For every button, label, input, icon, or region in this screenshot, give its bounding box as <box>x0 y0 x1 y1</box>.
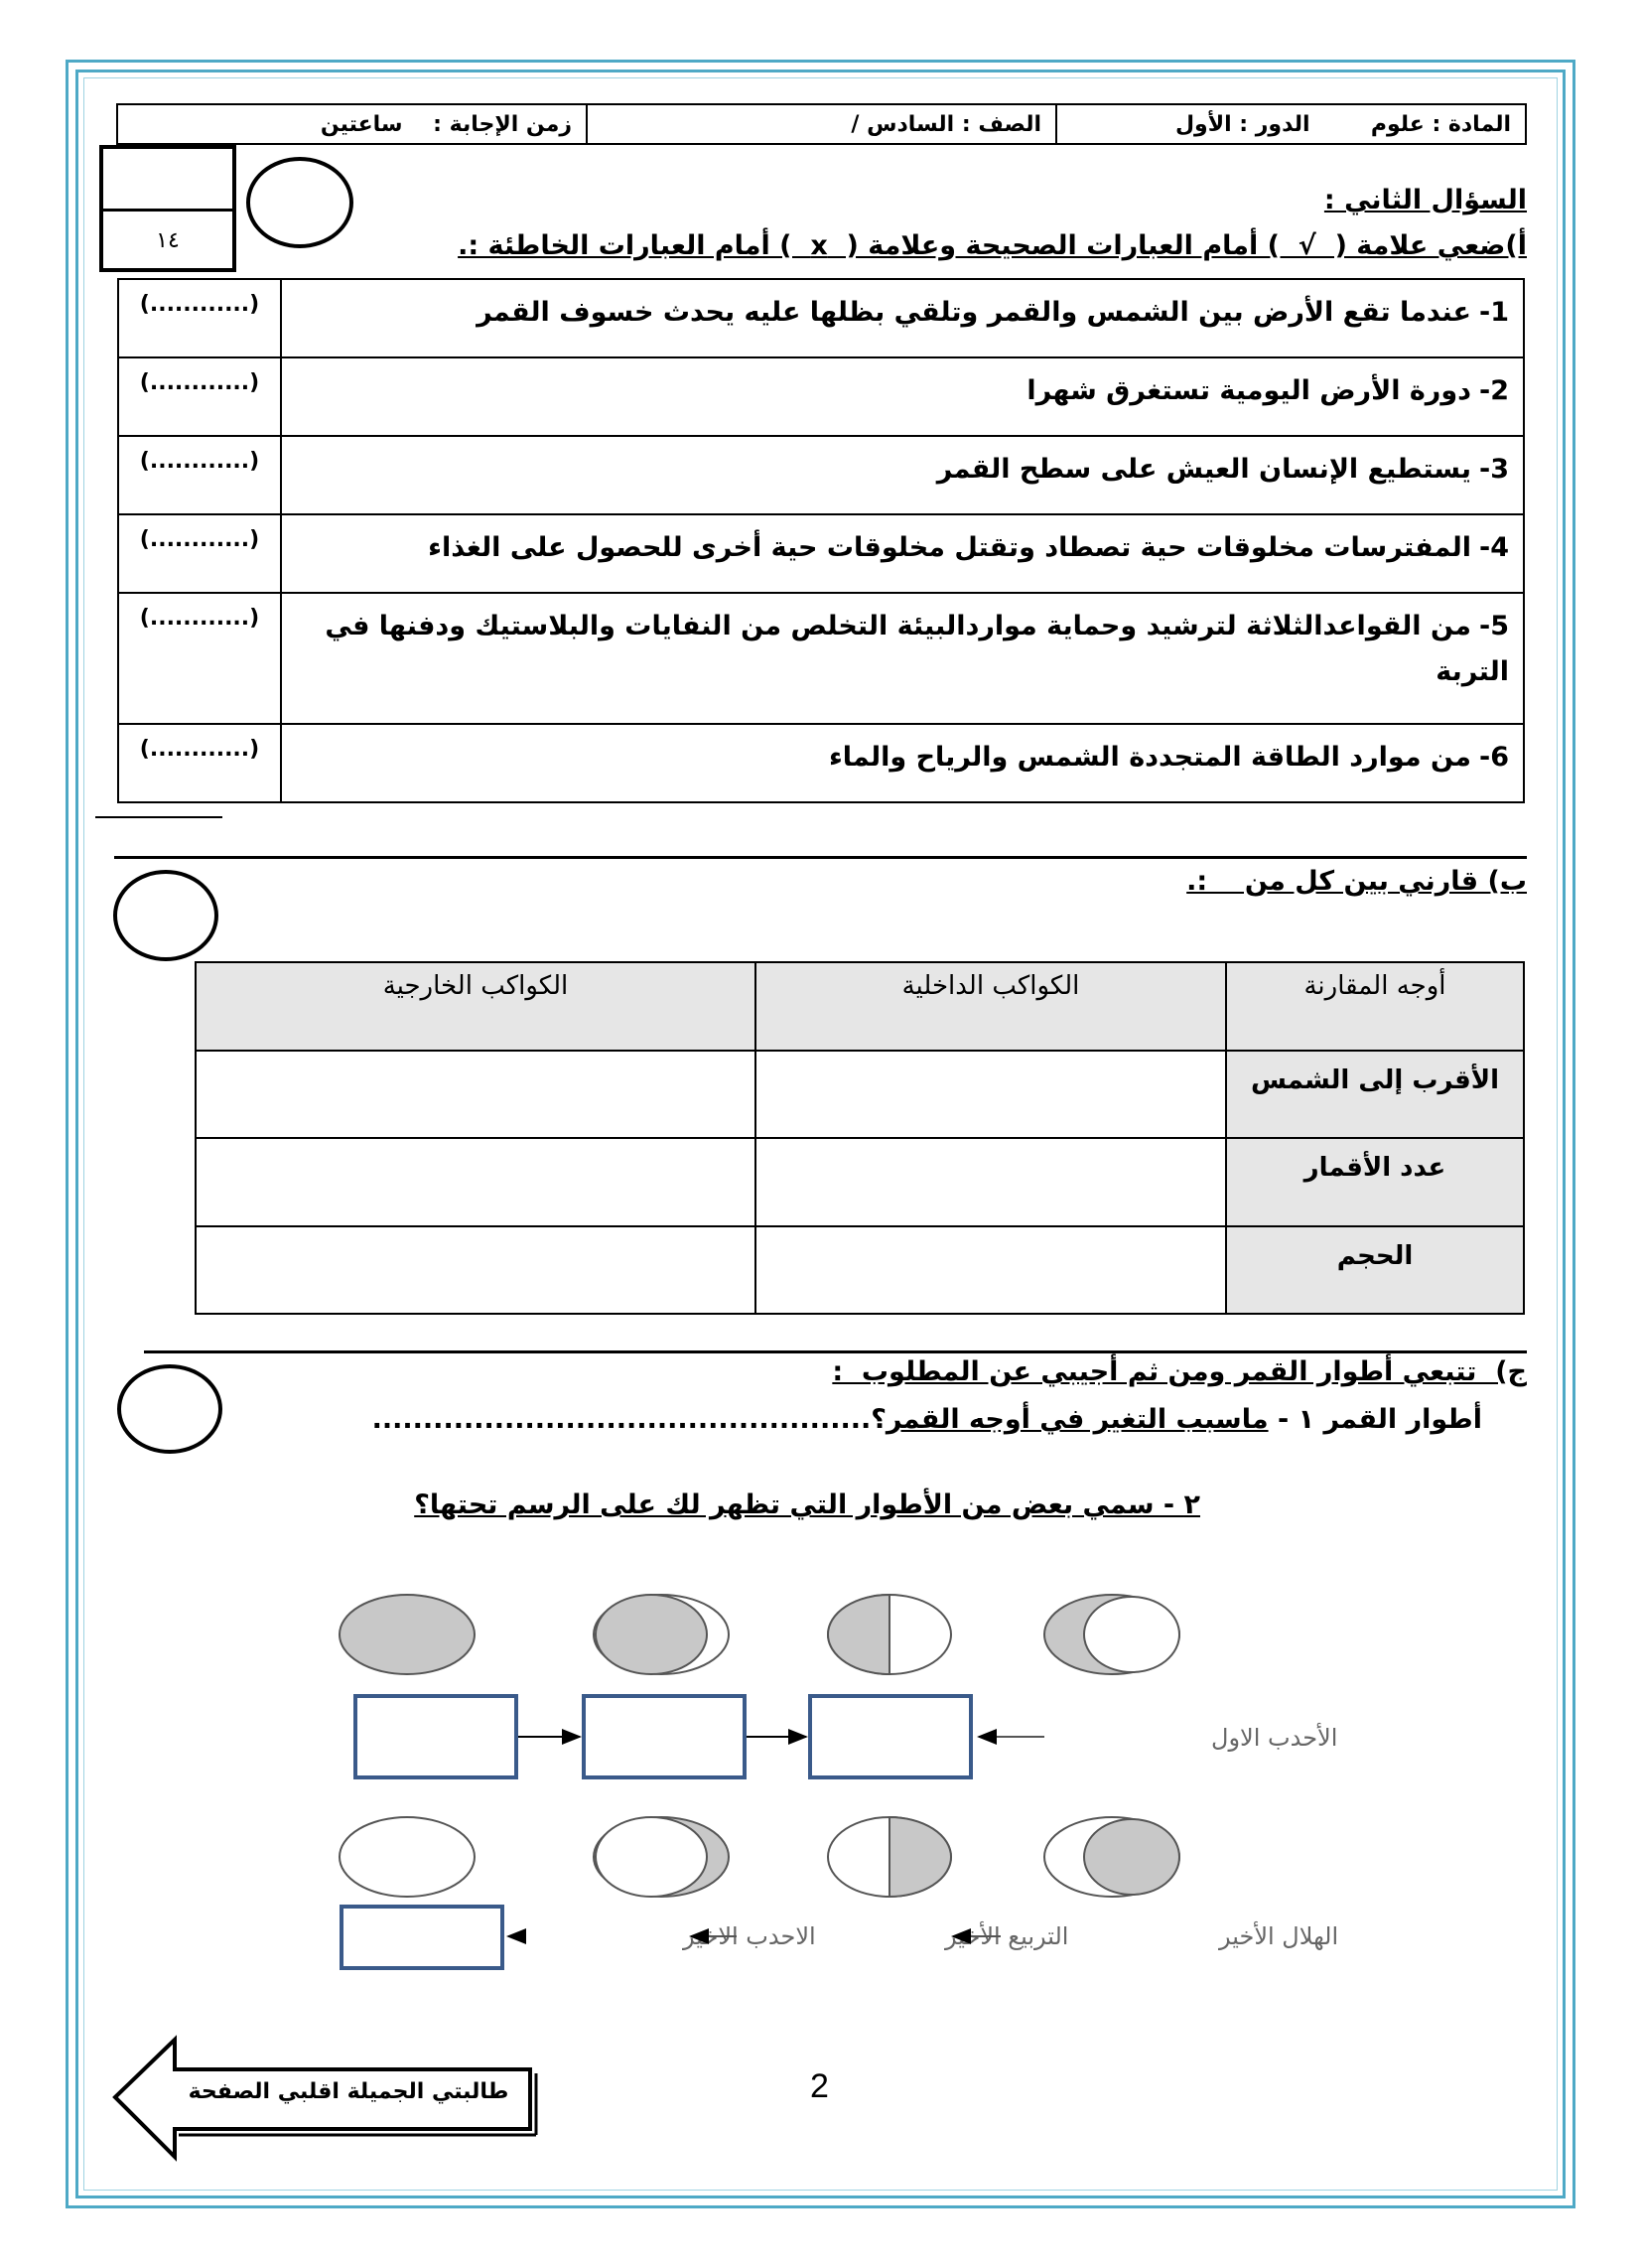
statement-text: دورة الأرض اليومية تستغرق شهرا <box>1026 375 1471 406</box>
answer-cell[interactable] <box>196 1051 755 1138</box>
grade-circle-q2 <box>246 157 353 248</box>
section-divider-b <box>114 856 1527 859</box>
answer-cell[interactable]: (............) <box>118 724 281 802</box>
question-two-title: السؤال الثاني : <box>1323 185 1527 215</box>
answer-cell[interactable] <box>755 1051 1226 1138</box>
table-row <box>118 357 1524 436</box>
statement-cell <box>281 724 1524 802</box>
statement-cell <box>281 593 1524 724</box>
header-subject: المادة : علوم الدور : الأول <box>1055 105 1525 143</box>
answer-cell[interactable]: (............) <box>118 436 281 514</box>
table-row <box>196 1226 1524 1314</box>
answer-box[interactable] <box>584 1696 745 1777</box>
moon-gibbous-1 <box>1044 1595 1179 1674</box>
answer-box[interactable] <box>342 1907 502 1968</box>
statement-cell <box>281 436 1524 514</box>
label-first-gibbous: الأحدب الاول <box>1211 1724 1338 1752</box>
answer-cell[interactable] <box>755 1226 1226 1314</box>
moon-half-2 <box>828 1817 951 1897</box>
label-last-gibbous: الاحدب الاخير <box>683 1922 816 1950</box>
row-header: الأقرب إلى الشمس <box>1226 1051 1524 1138</box>
table-row <box>196 1051 1524 1138</box>
statement-number: 3- <box>1478 454 1509 485</box>
label-last-quarter: التربيع الأخير <box>945 1922 1069 1950</box>
part-b-title: ب) قارني بين كل من :. <box>1186 866 1527 897</box>
moon-full-dark <box>340 1595 475 1674</box>
score-box <box>99 145 236 272</box>
answer-cell[interactable]: (............) <box>118 514 281 593</box>
short-divider <box>95 816 222 818</box>
row-header: عدد الأقمار <box>1226 1138 1524 1225</box>
label-last-crescent: الهلال الأخير <box>1219 1922 1339 1950</box>
q1-prefix: أطوار القمر ١ - <box>1268 1404 1482 1435</box>
table-row <box>118 436 1524 514</box>
column-header: الكواكب الداخلية <box>755 962 1226 1051</box>
column-header: الكواكب الخارجية <box>196 962 755 1051</box>
statement-number: 6- <box>1478 742 1509 773</box>
comparison-table <box>195 961 1525 1315</box>
q1-suffix: ؟................................................. <box>371 1404 887 1435</box>
header-time: زمن الإجابة : ساعتين <box>320 111 572 137</box>
part-c-question-2: ٢ - سمي بعض من الأطوار التي تظهر لك على الرسم تحتها؟ <box>414 1489 1200 1520</box>
section-divider-c <box>144 1350 1527 1353</box>
statement-text: من موارد الطاقة المتجددة الشمس والرياح والماء <box>828 742 1471 773</box>
statement-text: المفترسات مخلوقات حية تصطاد وتقتل مخلوقات حية أخرى للحصول على الغذاء <box>428 532 1471 563</box>
answer-cell[interactable]: (............) <box>118 593 281 724</box>
statement-cell <box>281 279 1524 357</box>
answer-box[interactable] <box>810 1696 971 1777</box>
table-header-row <box>196 962 1524 1051</box>
statement-text: يستطيع الإنسان العيش على سطح القمر <box>936 454 1471 485</box>
header-grade: الصف : السادس / <box>586 105 1055 143</box>
table-row <box>118 724 1524 802</box>
answer-cell[interactable]: (............) <box>118 279 281 357</box>
statement-cell <box>281 514 1524 593</box>
score-divider <box>103 209 232 212</box>
moon-full-white <box>340 1817 475 1897</box>
statement-cell <box>281 357 1524 436</box>
answer-cell[interactable] <box>196 1138 755 1225</box>
exam-header <box>116 103 1527 145</box>
moon-gibbous-2 <box>594 1595 729 1674</box>
table-row <box>118 593 1524 724</box>
statement-number: 2- <box>1478 375 1509 406</box>
column-header: أوجه المقارنة <box>1226 962 1524 1051</box>
row-header: الحجم <box>1226 1226 1524 1314</box>
table-row <box>118 279 1524 357</box>
moon-half-1 <box>828 1595 951 1674</box>
answer-box[interactable] <box>355 1696 516 1777</box>
grade-circle-c <box>117 1364 222 1454</box>
q1-underlined: ماسبب التغير في أوجه القمر <box>886 1404 1269 1435</box>
table-row <box>118 514 1524 593</box>
question-two-instruction: أ)ضعي علامة ( √ ) أمام العبارات الصحيحة وعلامة ( x ) أمام العبارات الخاطئة :. <box>458 230 1527 261</box>
score-value: ١٤ <box>156 228 180 253</box>
part-c-title: ج) تتبعي أطوار القمر ومن ثم أجيبي عن المطلوب : <box>832 1356 1527 1387</box>
turn-page-text: طالبتي الجميلة اقلبي الصفحة <box>188 2079 509 2104</box>
answer-cell[interactable] <box>196 1226 755 1314</box>
moon-crescent <box>1044 1817 1179 1897</box>
grade-circle-b <box>113 870 218 961</box>
statement-text: عندما تقع الأرض بين الشمس والقمر وتلقي بظلها عليه يحدث خسوف القمر <box>477 297 1471 328</box>
moon-gibbous-3 <box>594 1817 729 1897</box>
answer-cell[interactable]: (............) <box>118 357 281 436</box>
page-number: 2 <box>810 2067 829 2105</box>
statement-number: 5- <box>1478 611 1509 641</box>
statement-number: 1- <box>1478 297 1509 328</box>
moon-phases-diagram <box>338 1589 1339 2006</box>
statement-text: من القواعدالثلاثة لترشيد وحماية مواردالبيئة التخلص من النفايات والبلاستيك ودفنها في التربة <box>325 611 1509 687</box>
true-false-table <box>117 278 1525 803</box>
answer-cell[interactable] <box>755 1138 1226 1225</box>
table-row <box>196 1138 1524 1225</box>
part-c-question-1 <box>372 1404 1482 1435</box>
statement-number: 4- <box>1478 532 1509 563</box>
